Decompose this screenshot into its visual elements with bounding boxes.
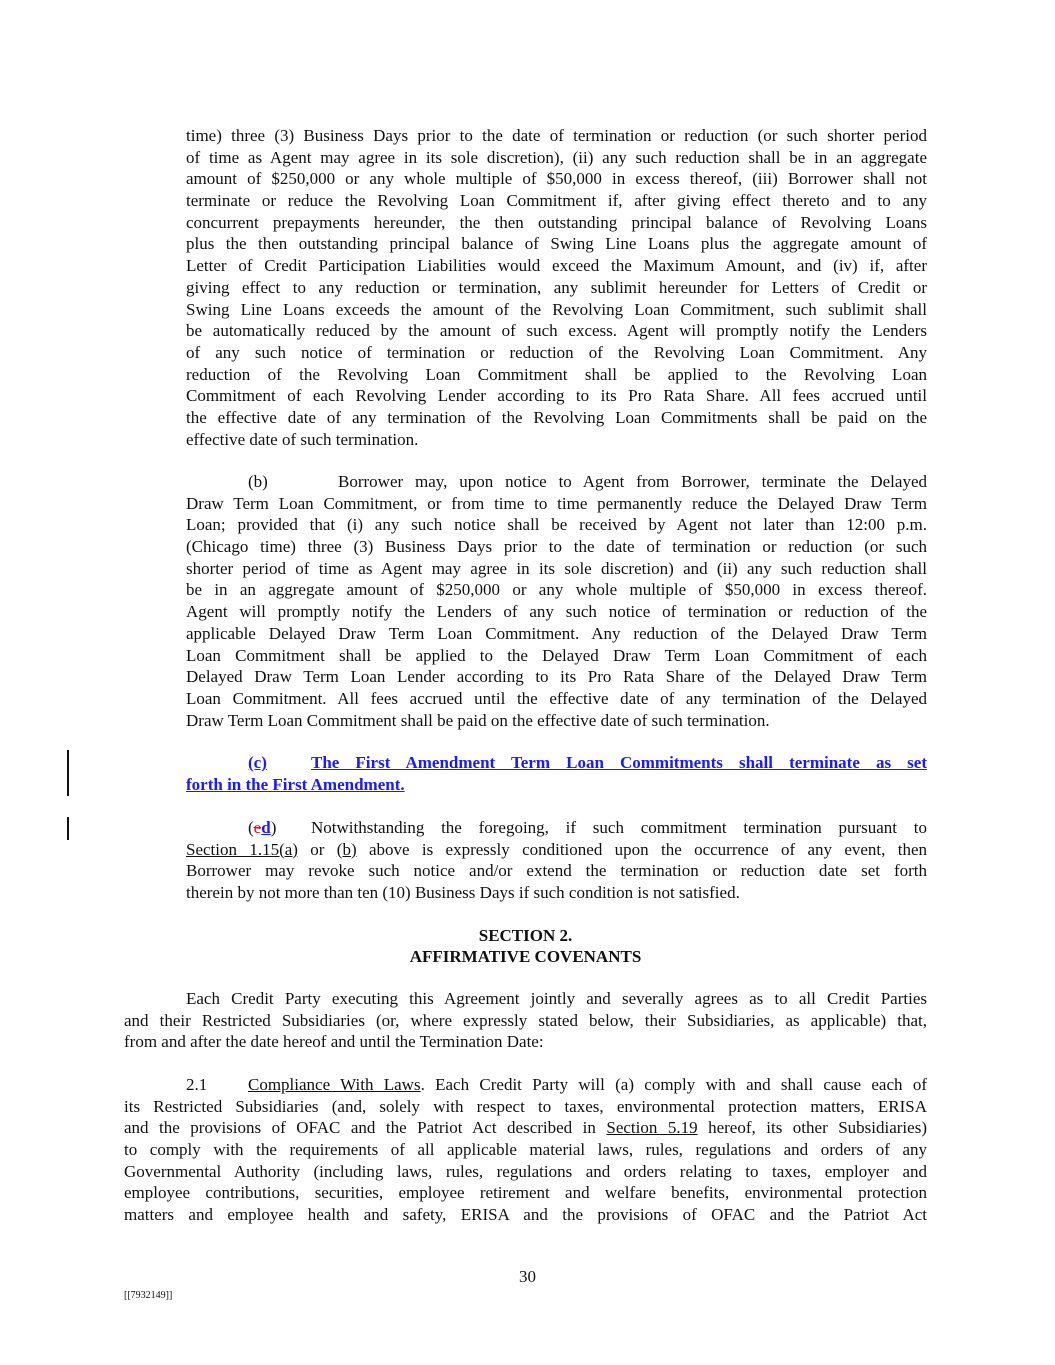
paragraph-label (186, 1074, 207, 1096)
text-line (186, 429, 927, 451)
text-segment: ( (248, 818, 254, 837)
text-segment: terminate or reduce the Revolving Loan Commitment if, after giving effect thereto and to any (186, 191, 927, 211)
text-segment: or (297, 839, 337, 859)
text-segment: amount of $250,000 or any whole multiple of $50,000 in excess thereof, (iii) Borrower shall not (186, 169, 927, 189)
text-segment: employee contributions, securities, employee retirement and welfare benefits, environmental protection (124, 1183, 927, 1203)
text-line (186, 168, 927, 190)
text-line (186, 255, 927, 277)
text-segment: plus the then outstanding principal balance of Swing Line Loans plus the aggregate amount of (186, 234, 927, 254)
text-line (186, 839, 927, 861)
paragraph-d (186, 817, 927, 904)
text-line (186, 277, 927, 299)
text-line (186, 536, 927, 558)
text-segment: matters and employee health and safety, ERISA and the provisions of OFAC and the Patriot Act (124, 1205, 927, 1225)
text-line (186, 471, 927, 493)
inserted-text: The First Amendment Term Loan Commitments shall terminate as set (311, 753, 927, 772)
paragraph-label (248, 752, 267, 774)
text-line (124, 1117, 927, 1139)
paragraph-a-continued (186, 125, 927, 450)
paragraph-b (186, 471, 927, 731)
text-segment: 2.1 (186, 1075, 208, 1094)
text-segment: to comply with the requirements of all applicable material laws, rules, regulations and orders of any (124, 1140, 927, 1160)
inserted-text: d (261, 818, 271, 837)
text-segment: Governmental Authority (including laws, rules, regulations and orders relating to taxes, employer and (124, 1161, 927, 1181)
paragraph-2-1-compliance-with-laws (124, 1074, 927, 1226)
text-line (186, 752, 927, 774)
text-segment: Letter of Credit Participation Liabilities would exceed the Maximum Amount, and (iv) if, after (186, 256, 927, 276)
text-line (186, 666, 927, 688)
text-segment: be in an aggregate amount of $250,000 or any whole multiple of $50,000 in excess thereof. (186, 580, 927, 600)
text-line (124, 1096, 927, 1118)
text-line (186, 364, 927, 386)
text-segment: (Chicago time) three (3) Business Days prior to the date of termination or reduction (or such (186, 537, 927, 557)
text-line (186, 385, 927, 407)
text-line (186, 688, 927, 710)
text-line (186, 579, 927, 601)
text-line (124, 1161, 927, 1183)
text-line (186, 817, 927, 839)
paragraph-section2-intro (124, 988, 927, 1053)
change-bar (67, 750, 69, 796)
text-segment: of time as Agent may agree in its sole discretion), (ii) any such reduction shall be in an aggregate (186, 147, 927, 167)
text-line (124, 1204, 927, 1226)
text-segment: from and after the date hereof and until the Termination Date: (124, 1032, 544, 1052)
text-segment: Commitment of each Revolving Lender according to its Pro Rata Share. All fees accrued until (186, 386, 927, 406)
text-line (124, 1031, 927, 1053)
text-segment: giving effect to any reduction or termination, any sublimit hereunder for Letters of Credit or (186, 277, 927, 297)
text-segment: (b) (248, 472, 268, 491)
text-line (186, 147, 927, 169)
text-segment: concurrent prepayments hereunder, the then outstanding principal balance of Revolving Loans (186, 212, 927, 232)
text-segment: Loan; provided that (i) any such notice shall be received by Agent not later than 12:00 p.m. (186, 515, 927, 535)
text-line (186, 514, 927, 536)
text-segment: Each Credit Party executing this Agreement jointly and severally agrees as to all Credit Parties (186, 989, 927, 1008)
inserted-text: forth in the First Amendment. (186, 774, 405, 794)
text-segment: its Restricted Subsidiaries (and, solely with respect to taxes, environmental protection matters, ERISA (124, 1096, 927, 1116)
text-segment: effective date of such termination. (186, 429, 419, 449)
text-segment: Borrower may revoke such notice and/or extend the termination or reduction date set forth (186, 861, 927, 881)
text-line (186, 882, 927, 904)
text-line (186, 407, 927, 429)
section-title: AFFIRMATIVE COVENANTS (409, 947, 642, 966)
text-line (186, 623, 927, 645)
text-segment: shorter period of time as Agent may agree in its sole discretion) and (ii) any such reduction shall (186, 558, 927, 578)
text-segment: the effective date of any termination of the Revolving Loan Commitments shall be paid on the (186, 407, 927, 427)
text-segment: Loan Commitment. All fees accrued until the effective date of any termination of the Delayed (186, 688, 927, 708)
text-segment: Loan Commitment shall be applied to the Delayed Draw Term Loan Commitment of each (186, 645, 927, 665)
text-segment: applicable Delayed Draw Term Loan Commitment. Any reduction of the Delayed Draw Term (186, 623, 927, 643)
underlined-reference: (b) (336, 839, 357, 859)
underlined-reference: Section 1.15(a) (186, 839, 298, 859)
paragraph-label (248, 471, 268, 493)
text-line (124, 1139, 927, 1161)
text-segment: and their Restricted Subsidiaries (or, where expressly stated below, their Subsidiaries, as applicable) that, (124, 1010, 927, 1030)
text-line (124, 1182, 927, 1204)
text-segment: Borrower may, upon notice to Agent from Borrower, terminate the Delayed (338, 472, 927, 491)
underlined-reference: Section 5.19 (606, 1118, 698, 1138)
text-segment: hereof, its other Subsidiaries) (697, 1118, 927, 1138)
text-line (124, 1074, 927, 1096)
text-line (186, 645, 927, 667)
text-line (186, 342, 927, 364)
text-line (186, 125, 927, 147)
text-segment: time) three (3) Business Days prior to the date of termination or reduction (or such shorter period (186, 126, 927, 145)
text-segment: reduction of the Revolving Loan Commitment shall be applied to the Revolving Loan (186, 364, 927, 384)
text-line (186, 860, 927, 882)
text-segment: ) (270, 818, 277, 837)
text-segment: Draw Term Loan Commitment, or from time to time permanently reduce the Delayed Draw Term (186, 493, 927, 513)
text-segment: Agent will promptly notify the Lenders of any such notice of termination or reduction of the (186, 602, 927, 622)
section-number: SECTION 2. (478, 926, 573, 945)
text-line (186, 299, 927, 321)
text-line (124, 1010, 927, 1032)
text-line (186, 212, 927, 234)
change-bar (67, 817, 69, 840)
text-segment: . Each Credit Party will (a) comply with and shall cause each of (420, 1075, 927, 1094)
text-segment: Draw Term Loan Commitment shall be paid on the effective date of such termination. (186, 710, 770, 730)
paragraph-label (248, 817, 276, 839)
underlined-reference: Compliance With Laws (248, 1075, 421, 1094)
text-line (186, 493, 927, 515)
text-line (186, 320, 927, 342)
text-segment: Swing Line Loans exceeds the amount of the Revolving Loan Commitment, such sublimit shall (186, 299, 927, 319)
text-segment: and the provisions of OFAC and the Patriot Act described in (124, 1118, 607, 1138)
text-line (186, 233, 927, 255)
text-line (124, 988, 927, 1010)
text-line (186, 710, 927, 732)
text-segment: be automatically reduced by the amount of such excess. Agent will promptly notify the Lenders (186, 321, 927, 341)
text-segment: of any such notice of termination or reduction of the Revolving Loan Commitment. Any (186, 342, 927, 362)
page-number: 30 (519, 1267, 536, 1286)
text-segment: therein by not more than ten (10) Business Days if such condition is not satisfied. (186, 883, 740, 903)
text-segment: above is expressly conditioned upon the occurrence of any event, then (356, 839, 927, 859)
deleted-text: e (253, 818, 262, 837)
text-segment: Notwithstanding the foregoing, if such commitment termination pursuant to (311, 818, 927, 837)
text-line (186, 774, 927, 796)
text-segment: Delayed Draw Term Loan Lender according to its Pro Rata Share of the Delayed Draw Term (186, 667, 927, 687)
paragraph-c-inserted (186, 752, 927, 795)
inserted-text: (c) (248, 753, 267, 772)
text-line (186, 601, 927, 623)
text-line (186, 190, 927, 212)
text-line (186, 558, 927, 580)
document-id: [[7932149]] (124, 1290, 173, 1301)
